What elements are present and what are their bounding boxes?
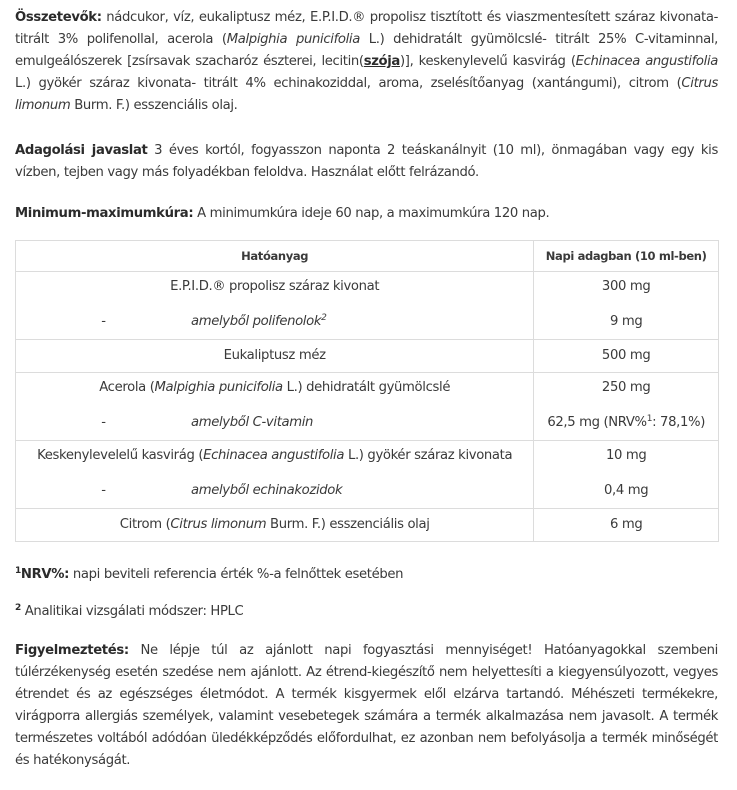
footnote-1 bbox=[15, 565, 403, 585]
dosage-label: Adagolási javaslat bbox=[15, 143, 148, 158]
active-ingredients-table bbox=[15, 240, 719, 542]
sub-ingredient bbox=[16, 406, 533, 440]
column-header-daily-dose: Napi adagban (10 ml-ben) bbox=[534, 241, 719, 272]
name-part: Acerola ( bbox=[99, 380, 155, 395]
name-part: Keskenylevelelű kasvirág ( bbox=[37, 448, 204, 463]
ingredient-name: Eukaliptusz méz bbox=[16, 340, 534, 373]
latin-name: Malpighia punicifolia bbox=[226, 32, 360, 47]
amount-part: 62,5 mg (NRV% bbox=[547, 415, 647, 430]
footnote-2 bbox=[15, 602, 243, 622]
dash: - bbox=[101, 415, 106, 430]
latin-name: Malpighia punicifolia bbox=[154, 380, 283, 395]
sub-amount bbox=[534, 406, 718, 440]
cure-text: A minimumkúra ideje 60 nap, a maximumkúra 120 nap. bbox=[193, 206, 550, 221]
name-part: Burm. F.) esszenciális olaj bbox=[266, 517, 430, 532]
ingredients-label: Összetevők: bbox=[15, 10, 102, 25]
warning-text: Ne lépje túl az ajánlott napi fogyasztási mennyiséget! Hatóanyagokkal szembeni túlérzékenység esetén szedése nem ajánlott. Az étrend-kiegészítő nem helyettesíti a kiegyensúlyozott, vegyes étrendet és az egészséges életmódot. A termék kisgyermek elől elzárva tartandó. Méhészeti termékekre, virágporra allergiás személyek, valamint vesebetegek számára a termék alkalmazása nem javasolt. A termék természetes voltából adódóan üledékképződés előfordulhat, ez azonban nem befolyásolja a termék minőségét és hatékonyságát. bbox=[15, 643, 718, 768]
dash: - bbox=[101, 483, 106, 498]
warning-label: Figyelmeztetés: bbox=[15, 643, 129, 658]
latin-name: Echinacea angustifolia bbox=[575, 54, 718, 69]
table-row bbox=[16, 509, 719, 542]
latin-name: Citrus limonum bbox=[170, 517, 267, 532]
amount: 10 mg bbox=[605, 448, 647, 463]
ingredient-name: E.P.I.D.® propolisz száraz kivonat bbox=[170, 279, 380, 294]
sub-ingredient bbox=[16, 474, 533, 508]
warning-paragraph bbox=[15, 640, 718, 772]
table-header-row bbox=[16, 241, 719, 272]
cure-label: Minimum-maximumkúra: bbox=[15, 206, 194, 221]
footnote-marker: 2 bbox=[15, 603, 21, 613]
footnote-label: NRV%: bbox=[20, 567, 70, 582]
table-row bbox=[16, 272, 719, 340]
ingredient-name bbox=[16, 509, 534, 542]
ingredient-name bbox=[16, 373, 533, 406]
ingredients-text: L.) gyökér száraz kivonata- titrált 4% echinakoziddal, aroma, zselésítőanyag (xantángumi), citrom ( bbox=[15, 76, 682, 91]
amount: 500 mg bbox=[534, 340, 719, 373]
ingredient-cell bbox=[16, 373, 534, 441]
cure-paragraph bbox=[15, 203, 718, 225]
amount-cell bbox=[534, 441, 719, 509]
ingredients-paragraph bbox=[15, 7, 718, 117]
footnote-marker: 1 bbox=[15, 566, 21, 576]
dosage-paragraph bbox=[15, 140, 718, 184]
allergen-soy: szója bbox=[363, 54, 400, 69]
latin-name: Echinacea angustifolia bbox=[203, 448, 345, 463]
table-row bbox=[16, 373, 719, 441]
name-part: L.) dehidratált gyümölcslé bbox=[282, 380, 451, 395]
table-row bbox=[16, 441, 719, 509]
ingredients-text: nádcukor, víz, eukaliptusz méz, E.P.I.D.® propolisz tisztított és viaszmentesített száraz kivonata- titrált 3% polifenollal, acerola ( bbox=[15, 10, 718, 47]
column-header-ingredient: Hatóanyag bbox=[16, 241, 534, 272]
ingredient-cell bbox=[16, 272, 534, 340]
ingredients-text: )], keskenylevelű kasvirág ( bbox=[399, 54, 576, 69]
amount: 6 mg bbox=[534, 509, 719, 542]
amount-cell bbox=[534, 272, 719, 340]
name-part: Citrom ( bbox=[119, 517, 171, 532]
sub-amount: 0,4 mg bbox=[604, 483, 649, 498]
latin-name: Citrus limonum bbox=[15, 76, 718, 113]
amount: 250 mg bbox=[601, 380, 651, 395]
sub-ingredient-name: amelyből polifenolok bbox=[191, 314, 322, 329]
footnote-text: Analitikai vizsgálati módszer: HPLC bbox=[20, 604, 244, 619]
footnote-text: napi beviteli referencia érték %-a felnőttek esetében bbox=[69, 567, 404, 582]
amount-cell bbox=[534, 373, 719, 441]
ingredients-text: L.) dehidratált gyümölcslé- titrált 25% C-vitaminnal, emulgeálószerek [zsírsavak szacharóz észterei, lecitin( bbox=[15, 32, 718, 69]
footnote-ref: 1 bbox=[646, 414, 653, 424]
dash: - bbox=[101, 314, 106, 329]
ingredient-cell bbox=[16, 441, 534, 509]
name-part: L.) gyökér száraz kivonata bbox=[344, 448, 513, 463]
ingredients-text: Burm. F.) esszenciális olaj. bbox=[70, 98, 238, 113]
ingredient-name bbox=[16, 441, 533, 474]
amount-part: : 78,1%) bbox=[652, 415, 705, 430]
sub-ingredient bbox=[16, 305, 533, 339]
sub-ingredient-name: amelyből echinakozidok bbox=[191, 483, 343, 498]
amount: 300 mg bbox=[601, 279, 651, 294]
footnote-ref: 2 bbox=[321, 313, 327, 323]
sub-amount: 9 mg bbox=[609, 314, 643, 329]
table-row bbox=[16, 340, 719, 373]
sub-ingredient-name: amelyből C-vitamin bbox=[191, 415, 314, 430]
dosage-text: 3 éves kortól, fogyasszon naponta 2 teáskanálnyit (10 ml), önmagában vagy egy kis vízben, tejben vagy más folyadékban feloldva. Használat előtt felrázandó. bbox=[15, 143, 718, 180]
